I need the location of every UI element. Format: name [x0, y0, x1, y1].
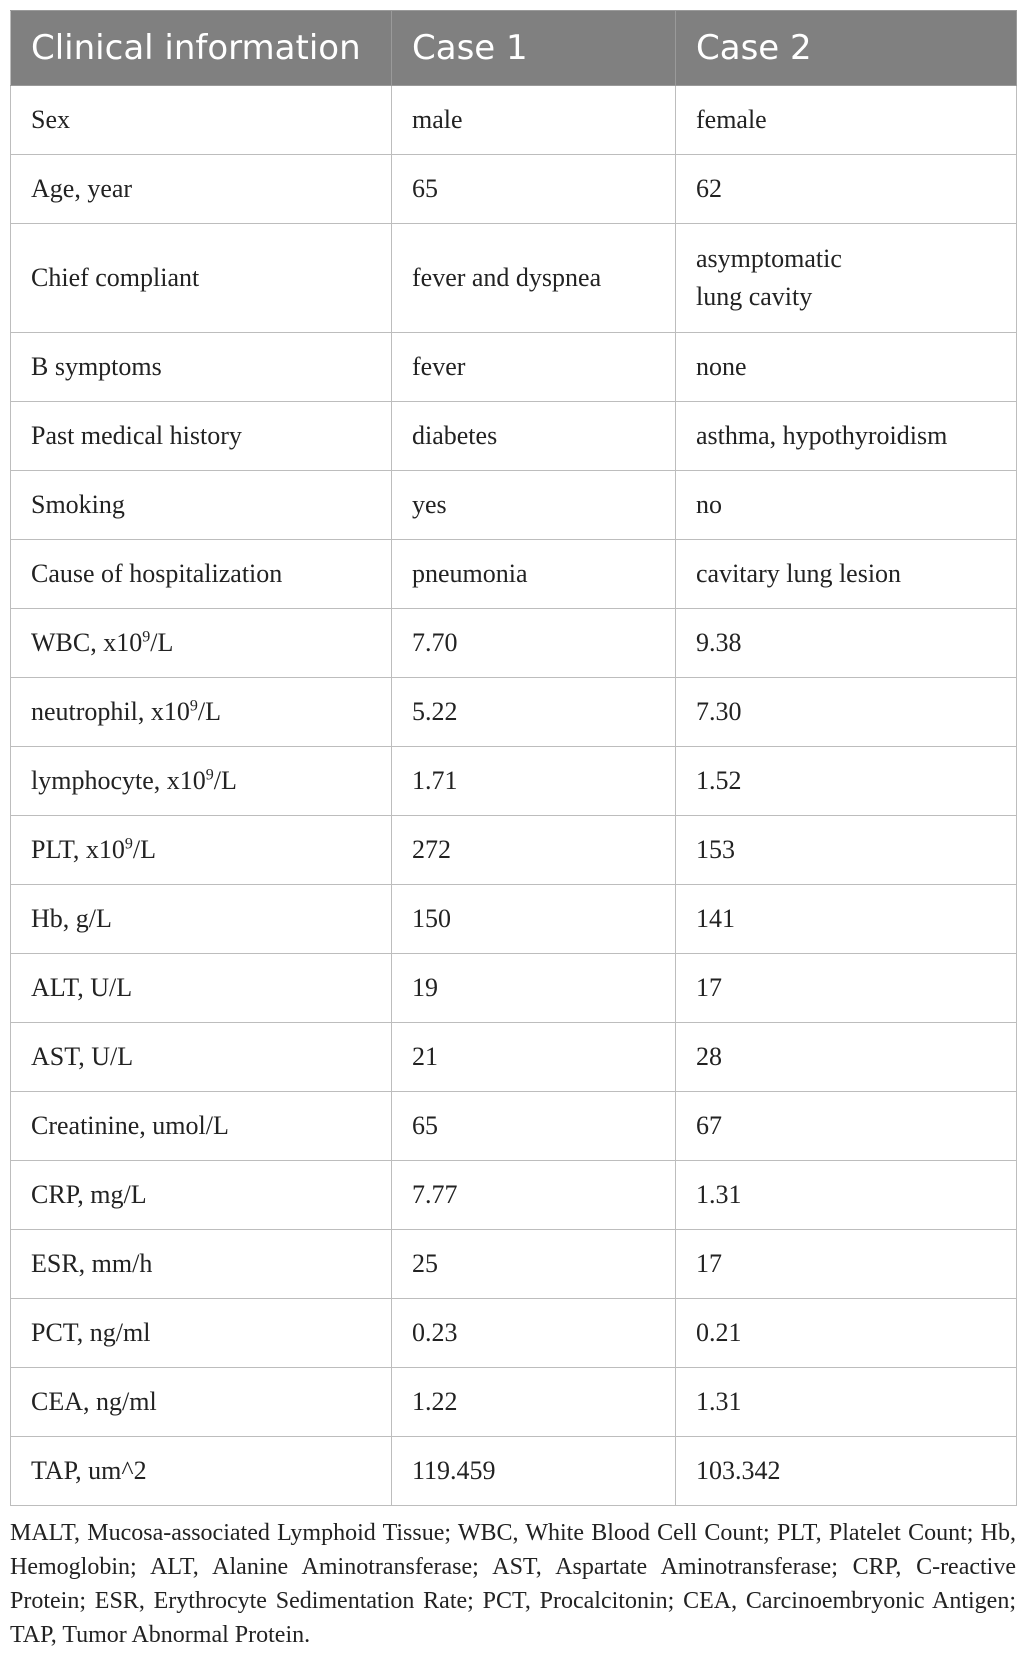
case1-value: 5.22: [392, 678, 676, 747]
label-text: neutrophil, x10: [31, 697, 190, 726]
label-unit: /L: [150, 628, 174, 657]
table-row: [11, 816, 1017, 885]
table-body: [11, 86, 1017, 1506]
label-text: PLT, x10: [31, 835, 125, 864]
label-superscript: 9: [189, 697, 198, 715]
case1-value: 7.77: [392, 1161, 676, 1230]
case2-value: 103.342: [676, 1437, 1017, 1506]
table-row: [11, 471, 1017, 540]
row-label: Cause of hospitalization: [11, 540, 392, 609]
label-text: WBC, x10: [31, 628, 143, 657]
case1-value: male: [392, 86, 676, 155]
label-superscript: 9: [205, 766, 214, 784]
table-row: [11, 747, 1017, 816]
case1-value: 119.459: [392, 1437, 676, 1506]
case2-value: 141: [676, 885, 1017, 954]
table-row: [11, 402, 1017, 471]
row-label: Chief compliant: [11, 224, 392, 333]
clinical-table-container: [10, 10, 1016, 1652]
header-case-1: Case 1: [392, 11, 676, 86]
case1-value: 1.22: [392, 1368, 676, 1437]
case2-value: 1.31: [676, 1161, 1017, 1230]
table-row: [11, 954, 1017, 1023]
case1-value: diabetes: [392, 402, 676, 471]
header-row: [11, 11, 1017, 86]
row-label: CRP, mg/L: [11, 1161, 392, 1230]
label-superscript: 9: [124, 835, 133, 853]
case1-value: 150: [392, 885, 676, 954]
case1-value: 1.71: [392, 747, 676, 816]
case1-value: fever: [392, 333, 676, 402]
row-label: Creatinine, umol/L: [11, 1092, 392, 1161]
case2-value: 9.38: [676, 609, 1017, 678]
row-label: Smoking: [11, 471, 392, 540]
table-row: [11, 1161, 1017, 1230]
row-label: [11, 747, 392, 816]
row-label: ALT, U/L: [11, 954, 392, 1023]
row-label: CEA, ng/ml: [11, 1368, 392, 1437]
table-row: [11, 1092, 1017, 1161]
clinical-info-table: [10, 10, 1017, 1506]
case1-value: yes: [392, 471, 676, 540]
table-row: [11, 1230, 1017, 1299]
case2-value: 62: [676, 155, 1017, 224]
label-superscript: 9: [142, 628, 151, 646]
label-unit: /L: [132, 835, 157, 864]
case2-value: asymptomatic lung cavity: [676, 224, 1017, 333]
case2-value: none: [676, 333, 1017, 402]
table-footnote: MALT, Mucosa-associated Lymphoid Tissue; WBC, White Blood Cell Count; PLT, Platelet Count; Hb, Hemoglobin; ALT, Alanine Aminotransferase; AST, Aspartate Aminotransferase; CRP, C-reactive Protein; ESR, Erythrocyte Sedimentation Rate; PCT, Procalcitonin; CEA, Carcinoembryonic Antigen; TAP, Tumor Abnormal Protein.: [10, 1520, 1016, 1648]
row-label: Past medical history: [11, 402, 392, 471]
row-label: [11, 678, 392, 747]
case2-value: 17: [676, 954, 1017, 1023]
case2-value: 28: [676, 1023, 1017, 1092]
table-row: [11, 1437, 1017, 1506]
case1-value: 7.70: [392, 609, 676, 678]
case1-value: fever and dyspnea: [392, 224, 676, 333]
row-label: [11, 609, 392, 678]
row-label: Age, year: [11, 155, 392, 224]
case2-value: 1.31: [676, 1368, 1017, 1437]
label-unit: /L: [197, 697, 221, 726]
case2-value: 67: [676, 1092, 1017, 1161]
case1-value: 19: [392, 954, 676, 1023]
table-row: [11, 678, 1017, 747]
table-row: [11, 224, 1017, 333]
row-label: PCT, ng/ml: [11, 1299, 392, 1368]
header-case-2: Case 2: [676, 11, 1017, 86]
table-row: [11, 1023, 1017, 1092]
case2-value: 7.30: [676, 678, 1017, 747]
row-label: ESR, mm/h: [11, 1230, 392, 1299]
table-row: [11, 86, 1017, 155]
case2-value: female: [676, 86, 1017, 155]
case2-value: 153: [676, 816, 1017, 885]
row-label: Hb, g/L: [11, 885, 392, 954]
table-row: [11, 540, 1017, 609]
row-label: TAP, um^2: [11, 1437, 392, 1506]
table-row: [11, 333, 1017, 402]
case1-value: 65: [392, 155, 676, 224]
case2-value: no: [676, 471, 1017, 540]
label-text: lymphocyte, x10: [31, 766, 206, 795]
table-row: [11, 885, 1017, 954]
case2-value: asthma, hypothyroidism: [676, 402, 1017, 471]
case2-value: 17: [676, 1230, 1017, 1299]
case1-value: pneumonia: [392, 540, 676, 609]
case1-value: 65: [392, 1092, 676, 1161]
header-clinical-information: Clinical information: [11, 11, 392, 86]
table-row: [11, 1299, 1017, 1368]
case2-value: cavitary lung lesion: [676, 540, 1017, 609]
row-label: B symptoms: [11, 333, 392, 402]
row-label: AST, U/L: [11, 1023, 392, 1092]
row-label: Sex: [11, 86, 392, 155]
case1-value: 272: [392, 816, 676, 885]
table-row: [11, 609, 1017, 678]
case1-value: 25: [392, 1230, 676, 1299]
case1-value: 0.23: [392, 1299, 676, 1368]
case2-value: 0.21: [676, 1299, 1017, 1368]
table-header: [11, 11, 1017, 86]
row-label: [11, 816, 392, 885]
table-row: [11, 155, 1017, 224]
table-row: [11, 1368, 1017, 1437]
label-unit: /L: [213, 766, 237, 795]
case2-value: 1.52: [676, 747, 1017, 816]
case1-value: 21: [392, 1023, 676, 1092]
